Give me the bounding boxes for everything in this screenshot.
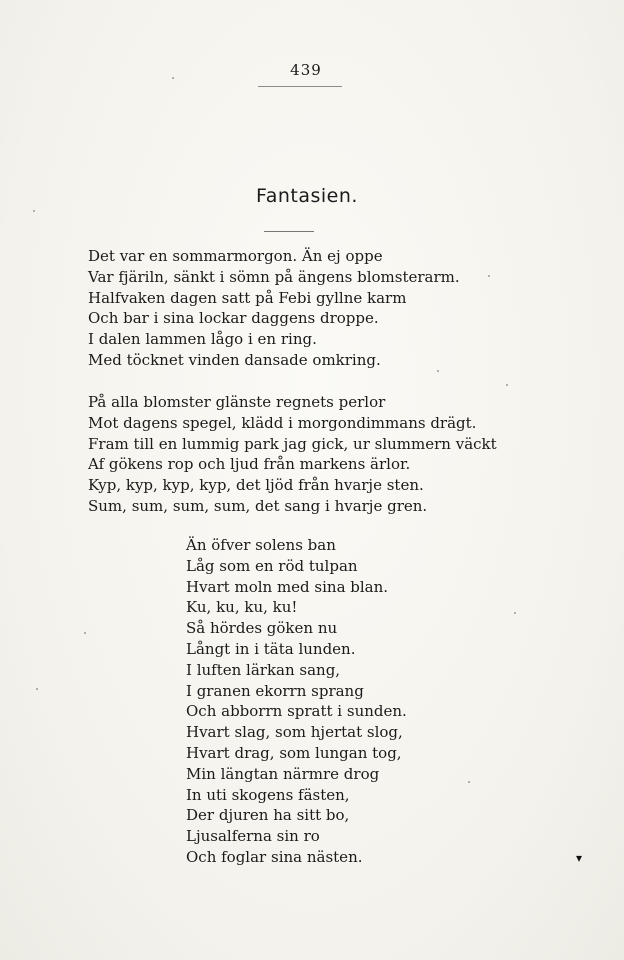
verse-line: Der djuren ha sitt bo, (186, 806, 350, 825)
stanza-2 (88, 392, 497, 517)
end-ornament-icon: ▾ (576, 851, 583, 865)
verse-line: Hvart drag, som lungan tog, (186, 743, 402, 762)
verse-line: Halfvaken dagen satt på Febi gyllne karm (88, 288, 407, 307)
verse-line: Var fjäriln, sänkt i sömn på ängens blomsterarm. (88, 267, 460, 286)
verse-line: Kyp, kyp, kyp, kyp, det ljöd från hvarje sten. (88, 476, 424, 495)
stanza-1 (88, 246, 460, 371)
verse-line: Låg som en röd tulpan (186, 556, 358, 575)
scan-speck (506, 384, 508, 386)
verse-line: Hvart slag, som hjertat slog, (186, 723, 403, 742)
scan-speck (84, 632, 86, 634)
header-rule (258, 86, 342, 87)
verse-line: Ljusalferna sin ro (186, 827, 320, 846)
verse-line: Fram till en lummig park jag gick, ur slummern väckt (88, 434, 497, 453)
verse-line: Så hördes göken nu (186, 619, 338, 638)
scan-speck (468, 781, 470, 783)
verse-line: I luften lärkan sang, (186, 660, 341, 679)
verse-line: I dalen lammen lågo i en ring. (88, 330, 317, 349)
poem-title: Fantasien. (256, 185, 358, 207)
verse-line: Och abborrn spratt i sunden. (186, 702, 407, 721)
verse-line: Ku, ku, ku, ku! (186, 598, 298, 617)
verse-line: I granen ekorrn sprang (186, 681, 364, 700)
verse-line: Hvart moln med sina blan. (186, 577, 389, 596)
title-rule (264, 231, 314, 232)
verse-line: Och bar i sina lockar daggens droppe. (88, 309, 379, 328)
scan-speck (33, 210, 35, 212)
scan-speck (437, 370, 439, 372)
verse-line: Sum, sum, sum, sum, det sang i hvarje gren. (88, 496, 428, 515)
verse-line: På alla blomster glänste regnets perlor (88, 393, 386, 411)
page-number: 439 (290, 61, 322, 79)
verse-line: Min längtan närmre drog (186, 764, 380, 783)
verse-line: Af gökens rop och ljud från markens ärlor. (88, 455, 411, 474)
scan-speck (488, 275, 490, 277)
scan-speck (514, 612, 516, 614)
verse-line: Och foglar sina nästen. (186, 847, 363, 866)
verse-line: Mot dagens spegel, klädd i morgondimmans drägt. (88, 413, 477, 432)
verse-line: Det var en sommarmorgon. Än ej oppe (88, 247, 383, 265)
scan-speck (36, 688, 38, 690)
verse-line: Än öfver solens ban (186, 536, 336, 554)
stanza-3 (186, 535, 407, 868)
verse-line: Långt in i täta lunden. (186, 639, 356, 658)
scan-speck (172, 77, 174, 79)
verse-line: In uti skogens fästen, (186, 785, 350, 804)
verse-line: Med töcknet vinden dansade omkring. (88, 350, 381, 369)
